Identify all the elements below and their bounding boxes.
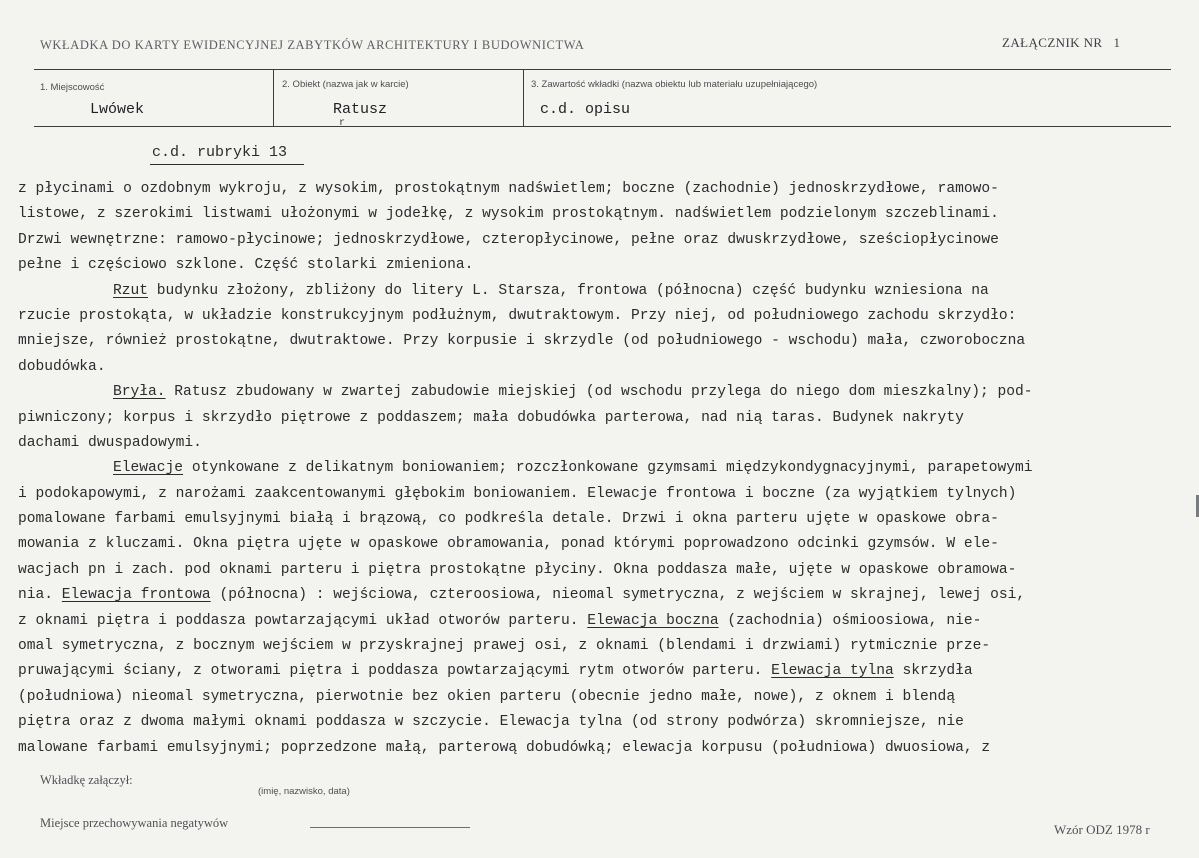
field-divider-2 bbox=[523, 69, 524, 127]
header-top-rule bbox=[34, 69, 1171, 70]
body-line: dobudówka. bbox=[18, 358, 106, 375]
body-line: pełne i częściowo szklone. Część stolarki zmieniona. bbox=[18, 257, 474, 274]
body-line: wacjach pn i zach. pod oknami parteru i piętra prostokątne płyciny. Okna poddasza małe, ujęte w opaskowe obramowa- bbox=[18, 561, 1017, 578]
body-line: Drzwi wewnętrzne: ramowo-płycinowe; jednoskrzydłowe, czteropłycinowe, pełne oraz dwuskrzydłowe, sześciopłycinowe bbox=[18, 231, 999, 248]
object-value: Ratusz bbox=[333, 101, 388, 118]
body-line-part: skrzydła bbox=[893, 663, 973, 680]
body-line-part: nia. bbox=[18, 587, 62, 604]
subheading-elewacja-tylna: Elewacja tylna bbox=[771, 663, 894, 680]
body-line: mniejsze, również prostokątne, dwutraktowe. Przy korpusie i skrzydle (od południowego - wschodu) mała, czworoboczna bbox=[18, 333, 1026, 350]
annex-label bbox=[1002, 35, 1120, 51]
body-line bbox=[18, 609, 1188, 634]
body-line: (południowa) nieomal symetryczna, pierwotnie bez okien parteru (obecnie jedno małe, nowe), z oknem i blendą bbox=[18, 688, 956, 705]
body-line: pomalowane farbami emulsyjnymi białą i brązową, co podkreśla detale. Drzwi i okna parteru ujęte w opaskowe obra- bbox=[18, 511, 999, 528]
annex-label-text: ZAŁĄCZNIK NR bbox=[1002, 35, 1103, 50]
object-label: 2. Obiekt (nazwa jak w karcie) bbox=[282, 79, 409, 90]
body-line: dachami dwuspadowymi. bbox=[18, 434, 202, 451]
body-line-rest: otynkowane z delikatnym boniowaniem; rozczłonkowane gzymsami międzykondygnacyjnymi, parapetowymi bbox=[183, 460, 1033, 477]
form-model: Wzór ODZ 1978 r bbox=[1054, 822, 1150, 837]
negatives-storage-line bbox=[310, 827, 470, 828]
body-line bbox=[18, 456, 1188, 481]
body-line-part: (zachodnia) ośmioosiowa, nie- bbox=[718, 612, 982, 629]
body-line: mowania z kluczami. Okna piętra ujęte w opaskowe obramowania, ponad którymi poprowadzono odcinki gzymsów. W ele- bbox=[18, 536, 999, 553]
body-line-part: (północna) : wejściowa, czteroosiowa, nieomal symetryczna, z wejściem w skrajnej, lewej osi, bbox=[210, 587, 1026, 604]
body-line-part: pruwającymi ściany, z otworami piętra i poddasza powtarzającymi rytm otworów parteru. bbox=[18, 663, 772, 680]
section-heading-elewacje: Elewacje bbox=[113, 460, 184, 477]
body-line: piętra oraz z dwoma małymi oknami poddasza w szczycie. Elewacja tylna (od strony podwórza) skromniejsze, nie bbox=[18, 714, 964, 731]
body-line bbox=[18, 380, 1188, 405]
body-line: omal symetryczna, z bocznym wejściem w przyskrajnej prawej osi, z oknami (blendami i drzwiami) rytmicznie prze- bbox=[18, 638, 991, 655]
field-divider-1 bbox=[273, 69, 274, 127]
subheading-elewacja-frontowa: Elewacja frontowa bbox=[61, 587, 211, 604]
content-label: 3. Zawartość wkładki (nazwa obiektu lub materiału uzupełniającego) bbox=[531, 79, 818, 90]
negatives-storage-label: Miejsce przechowywania negatywów bbox=[40, 816, 229, 830]
body-line: rzucie prostokąta, w układzie konstrukcyjnym podłużnym, dwutraktowym. Przy niej, od południowego zachodu skrzydło: bbox=[18, 307, 1017, 324]
section-subheading: c.d. rubryki 13 bbox=[152, 144, 288, 161]
section-heading-bryla: Bryła. bbox=[113, 384, 166, 401]
body-line: listowe, z szerokimi listwami ułożonymi w jodełkę, z wysokim prostokątnym. nadświetlem podzielonym szczeblinami. bbox=[18, 206, 999, 223]
annex-number: 1 bbox=[1113, 35, 1121, 50]
section-heading-rzut: Rzut bbox=[113, 282, 149, 299]
body-line: z płycinami o ozdobnym wykroju, z wysokim, prostokątnym nadświetlem; boczne (zachodnie) jednoskrzydłowe, ramowo- bbox=[18, 181, 999, 197]
description-body bbox=[18, 177, 1188, 761]
content-value: c.d. opisu bbox=[540, 101, 631, 118]
locality-label: 1. Miejscowość bbox=[40, 82, 105, 93]
body-line: piwniczony; korpus i skrzydło piętrowe z poddaszem; mała dobudówka parterowa, nad nią taras. Budynek nakryty bbox=[18, 409, 964, 426]
locality-value: Lwówek bbox=[90, 101, 145, 118]
body-line-rest: Ratusz zbudowany w zwartej zabudowie miejskiej (od wschodu przylega do niego dom mieszkalny); pod- bbox=[165, 384, 1033, 401]
object-value-mark: r bbox=[339, 118, 346, 129]
form-title: WKŁADKA DO KARTY EWIDENCYJNEJ ZABYTKÓW ARCHITEKTURY I BUDOWNICTWA bbox=[40, 38, 585, 52]
section-subheading-underline bbox=[150, 164, 304, 165]
body-line bbox=[18, 659, 1188, 684]
subheading-elewacja-boczna: Elewacja boczna bbox=[587, 612, 719, 629]
body-line bbox=[18, 279, 1188, 304]
header-bottom-rule bbox=[34, 126, 1171, 127]
added-by-label: Wkładkę załączył: bbox=[40, 773, 133, 787]
body-line: malowane farbami emulsyjnymi; poprzedzone małą, parterową dobudówką; elewacja korpusu (południowa) dwuosiowa, z bbox=[18, 739, 991, 756]
added-by-caption: (imię, nazwisko, data) bbox=[258, 786, 350, 797]
body-line bbox=[18, 583, 1188, 608]
body-line-part: z oknami piętra i poddasza powtarzającymi układ otworów parteru. bbox=[18, 612, 588, 629]
body-line: i podokapowymi, z narożami zaakcentowanymi głębokim boniowaniem. Elewacje frontowa i boczne (za wyjątkiem tylnych) bbox=[18, 485, 1017, 502]
body-line-rest: budynku złożony, zbliżony do litery L. Starsza, frontowa (północna) część budynku wzniesiona na bbox=[148, 282, 989, 299]
